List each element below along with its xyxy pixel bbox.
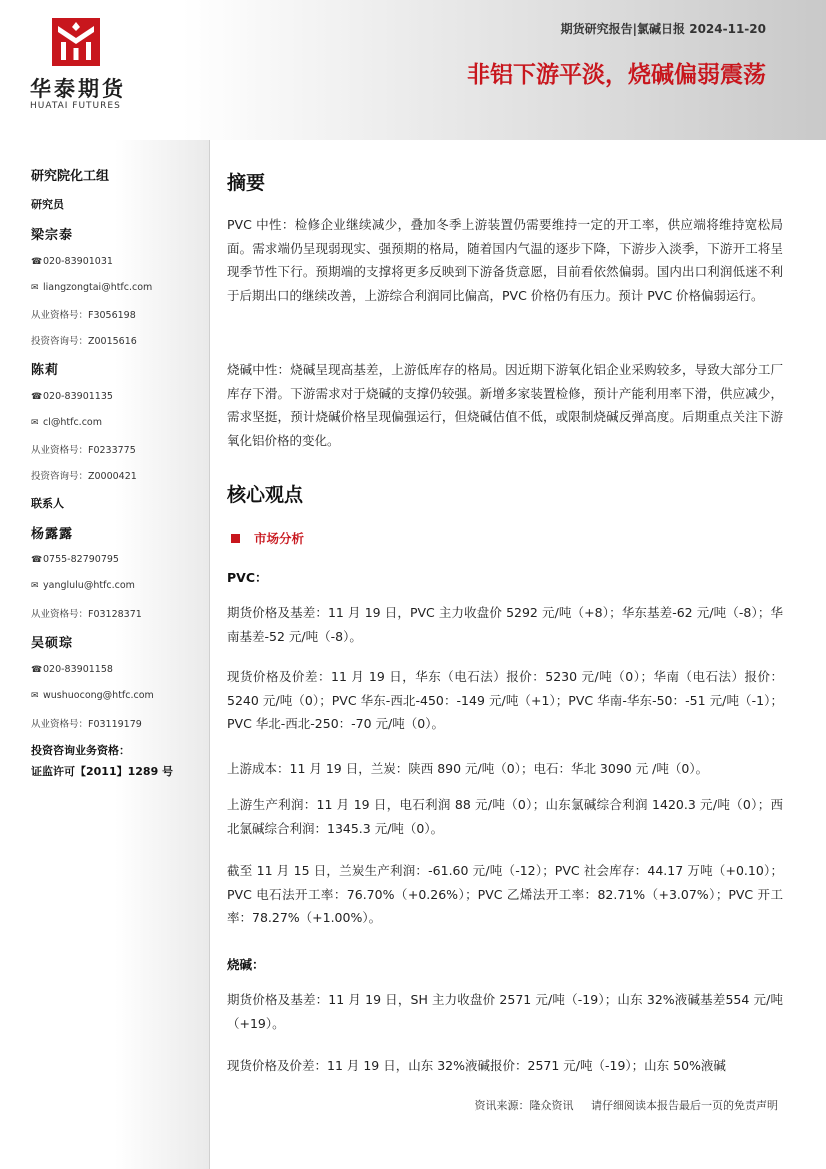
author-phone: ☎020-83901031 bbox=[31, 256, 113, 267]
author-license: 从业资格号：F0233775 bbox=[31, 445, 136, 456]
report-meta: 期货研究报告|氯碱日报 2024-11-20 bbox=[560, 22, 766, 36]
contact-label: 联系人 bbox=[31, 497, 64, 510]
mail-icon: ✉ bbox=[31, 283, 39, 293]
caustic-spot: 现货价格及价差：11 月 19 日，山东 32%液碱报价：2571 元/吨（-19）；山东 50%液碱 bbox=[227, 1058, 726, 1073]
footer-source: 资讯来源：隆众资讯 bbox=[474, 1099, 574, 1112]
mail-icon: ✉ bbox=[31, 581, 39, 591]
pvc-futures: 期货价格及基差：11 月 19 日，PVC 主力收盘价 5292 元/吨（+8）；华东基差-62 元/吨（-8）；华南基差-52 元/吨（-8）。 bbox=[227, 605, 783, 644]
research-group: 研究院化工组 bbox=[31, 169, 110, 184]
pvc-inventory: 截至 11 月 15 日，兰炭生产利润：-61.60 元/吨（-12）；PVC 社会库存：44.17 万吨（+0.10）；PVC 电石法开工率：76.70%（+0.26%）；PVC 乙烯法开工率：82.71%（+3.07%）；PVC 开工率：78.27%（+1.00%）。 bbox=[227, 863, 783, 925]
footer-disclaimer: 请仔细阅读本报告最后一页的免责声明 bbox=[591, 1099, 778, 1112]
page-footer bbox=[475, 1097, 779, 1113]
core-heading: 核心观点 bbox=[227, 484, 304, 506]
contact-email[interactable]: ✉ wushuocong@htfc.com bbox=[31, 690, 154, 701]
author-phone: ☎020-83901135 bbox=[31, 391, 113, 402]
caustic-label: 烧碱： bbox=[227, 957, 265, 972]
brand-name-cn: 华泰期货 bbox=[30, 77, 126, 101]
mail-icon: ✉ bbox=[31, 691, 39, 701]
phone-icon: ☎ bbox=[31, 665, 43, 675]
summary-caustic: 烧碱中性：烧碱呈现高基差，上游低库存的格局。因近期下游氧化铝企业采购较多，导致大部分工厂库存下滑。下游需求对于烧碱的支撑仍较强。新增多家装置检修，预计产能利用率下滑，供应减少，需求坚挺，预计烧碱价格呈现偏强运行，但烧碱估值不低，或限制烧碱反弹高度。后期重点关注下游氧化铝价格的变化。 bbox=[227, 362, 783, 448]
contact-license: 从业资格号：F03119179 bbox=[31, 719, 142, 730]
author-name: 梁宗泰 bbox=[31, 228, 74, 243]
caustic-futures: 期货价格及基差：11 月 19 日，SH 主力收盘价 2571 元/吨（-19）；山东 32%液碱基差554 元/吨（+19）。 bbox=[227, 992, 783, 1031]
contact-name: 吴硕琮 bbox=[31, 636, 74, 651]
author-email[interactable]: ✉ cl@htfc.com bbox=[31, 417, 102, 428]
contact-phone: ☎0755-82790795 bbox=[31, 554, 119, 565]
market-section: 市场分析 bbox=[231, 529, 304, 547]
report-header bbox=[0, 0, 826, 140]
phone-icon: ☎ bbox=[31, 257, 43, 267]
huatai-logo-icon bbox=[52, 18, 100, 66]
summary-pvc: PVC 中性：检修企业继续减少，叠加冬季上游装置仍需要维持一定的开工率，供应端将维持宽松局面。需求端仍呈现弱现实、强预期的格局，随着国内气温的逐步下降，下游步入淡季，下游开工将呈现季节性下行。预期端的支撑将更多反映到下游备货意愿，目前看依然偏弱。国内出口利润低迷不利于后期出口的继续改善，上游综合利润同比偏高，PVC 价格仍有压力。预计 PVC 价格偏弱运行。 bbox=[227, 217, 783, 303]
pvc-cost: 上游成本：11 月 19 日，兰炭：陕西 890 元/吨（0）；电石：华北 3090 元 /吨（0）。 bbox=[227, 761, 709, 776]
contact-name: 杨露露 bbox=[31, 527, 74, 542]
author-email[interactable]: ✉ liangzongtai@htfc.com bbox=[31, 282, 153, 293]
qualification-license: 证监许可【2011】1289 号 bbox=[31, 765, 174, 778]
author-advisory: 投资咨询号：Z0000421 bbox=[31, 471, 137, 482]
brand-name-en: HUATAI FUTURES bbox=[30, 101, 121, 111]
author-sidebar bbox=[0, 140, 210, 1169]
contact-license: 从业资格号：F03128371 bbox=[31, 609, 142, 620]
brand-logo bbox=[30, 18, 140, 118]
qualification-label: 投资咨询业务资格： bbox=[31, 744, 130, 757]
author-name: 陈莉 bbox=[31, 363, 60, 378]
author-advisory: 投资咨询号：Z0015616 bbox=[31, 336, 137, 347]
pvc-profit: 上游生产利润：11 月 19 日，电石利润 88 元/吨（0）；山东氯碱综合利润 1420.3 元/吨（0）；西北氯碱综合利润：1345.3 元/吨（0）。 bbox=[227, 797, 783, 836]
contact-phone: ☎020-83901158 bbox=[31, 664, 113, 675]
researcher-label: 研究员 bbox=[31, 198, 64, 211]
phone-icon: ☎ bbox=[31, 392, 43, 402]
contact-email[interactable]: ✉ yanglulu@htfc.com bbox=[31, 580, 135, 591]
phone-icon: ☎ bbox=[31, 555, 43, 565]
report-title: 非铝下游平淡，烧碱偏弱震荡 bbox=[467, 62, 766, 88]
mail-icon: ✉ bbox=[31, 418, 39, 428]
section-bullet-icon bbox=[231, 534, 240, 543]
summary-heading: 摘要 bbox=[227, 172, 266, 194]
author-license: 从业资格号：F3056198 bbox=[31, 310, 136, 321]
pvc-spot: 现货价格及价差：11 月 19 日，华东（电石法）报价：5230 元/吨（0）；华南（电石法）报价：5240 元/吨（0）；PVC 华东-西北-450：-149 元/吨（+1）；PVC 华南-华东-50：-51 元/吨（-1）；PVC 华北-西北-250：-70 元/吨（0）。 bbox=[227, 669, 783, 731]
pvc-label: PVC： bbox=[227, 570, 268, 585]
